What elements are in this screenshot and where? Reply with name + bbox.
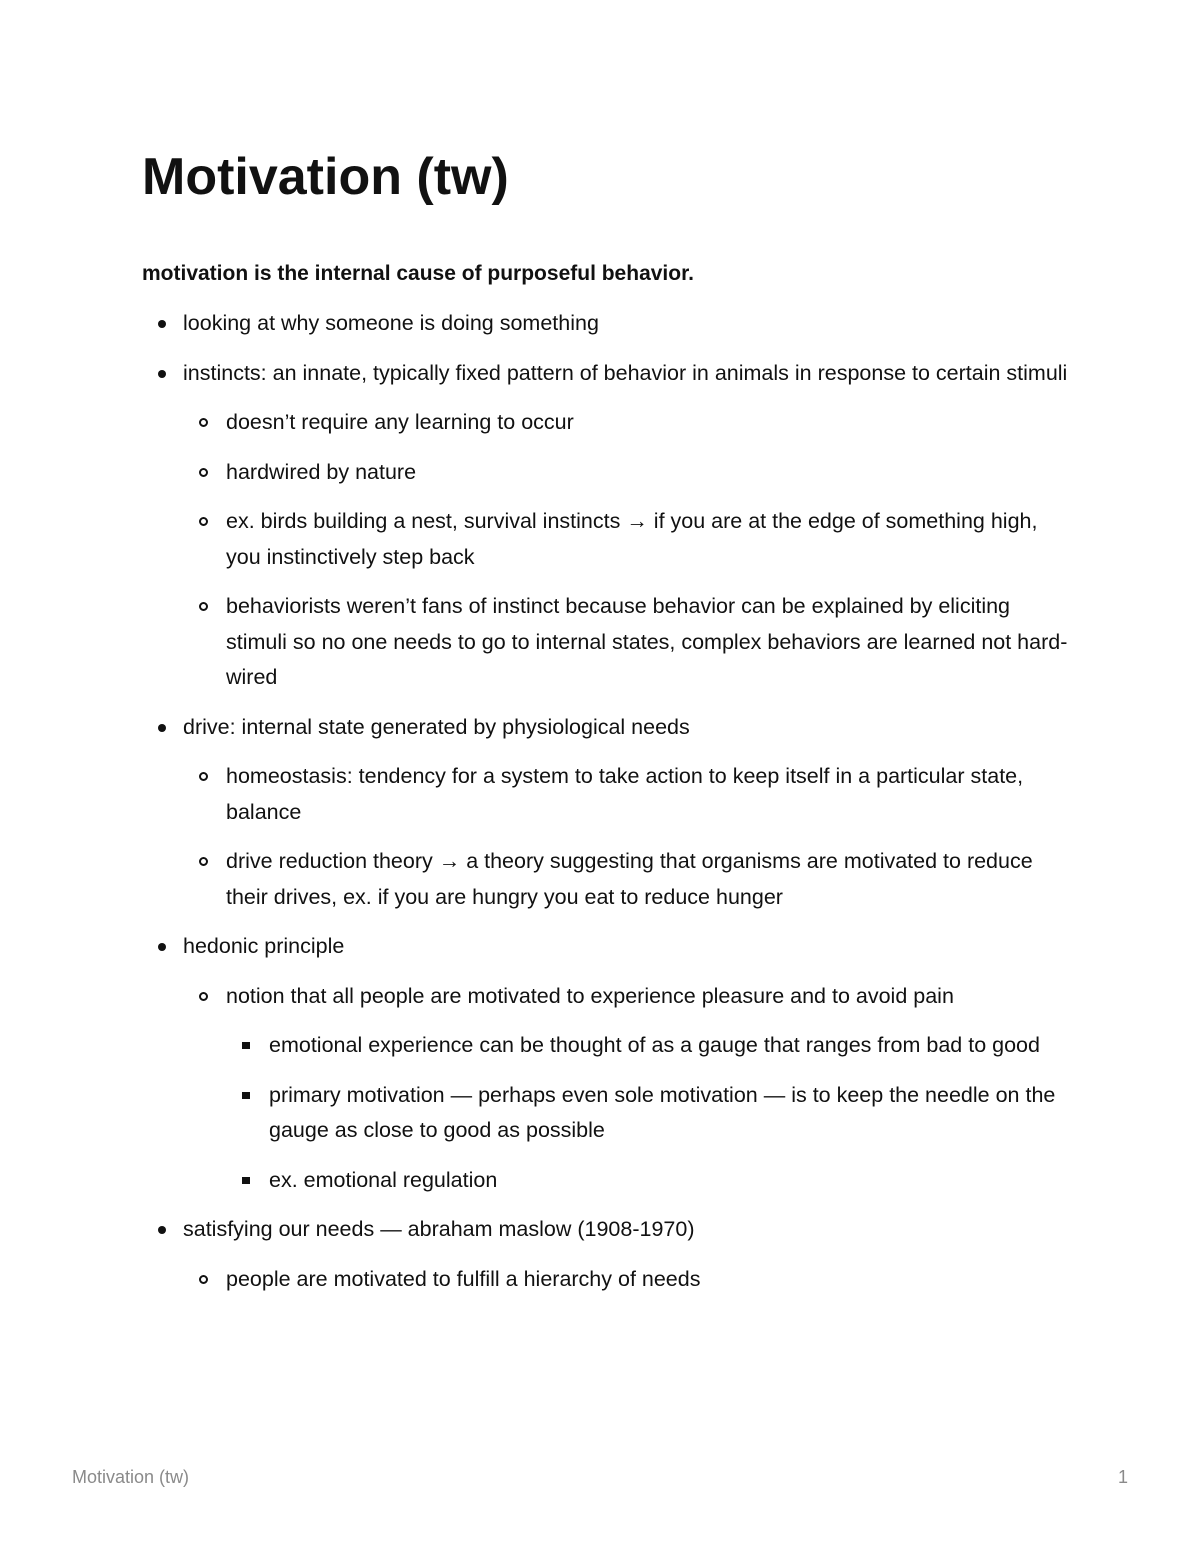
sub-sub-list (226, 1028, 1072, 1198)
bullet-disc-icon (158, 1226, 166, 1234)
sub-list-item (183, 759, 1072, 830)
sub-list-item (183, 504, 1072, 575)
sub-list-item (183, 589, 1072, 696)
list-item-text: looking at why someone is doing something (183, 311, 599, 335)
sub-list (183, 979, 1072, 1199)
bullet-circle-icon (199, 1275, 208, 1284)
sub-list-item-text: ex. birds building a nest, survival instincts → if you are at the edge of something high, you instinctively step back (226, 509, 1038, 569)
bullet-circle-icon (199, 602, 208, 611)
bullet-circle-icon (199, 517, 208, 526)
sub-list-item (183, 405, 1072, 441)
bullet-circle-icon (199, 857, 208, 866)
sub-sub-list-item-text: ex. emotional regulation (269, 1167, 498, 1192)
sub-list-item (183, 1262, 1072, 1298)
sub-list-item-text: behaviorists weren’t fans of instinct because behavior can be explained by eliciting stimuli so no one needs to go to internal states, complex behaviors are learned not hard-wired (226, 594, 1068, 689)
bullet-disc-icon (158, 320, 166, 328)
bullet-circle-icon (199, 992, 208, 1001)
sub-list (183, 759, 1072, 915)
lead-statement: motivation is the internal cause of purposeful behavior. (142, 262, 694, 285)
footer-title: Motivation (tw) (72, 1467, 190, 1487)
bullet-disc-icon (158, 370, 166, 378)
list-item (142, 306, 1072, 342)
bullet-disc-icon (158, 943, 166, 951)
sub-list (183, 1262, 1072, 1298)
list-item-text: instincts: an innate, typically fixed pattern of behavior in animals in response to certain stimuli (183, 360, 1068, 385)
notes-outline (142, 306, 1072, 1311)
bullet-square-icon (242, 1177, 250, 1184)
sub-list-item (183, 979, 1072, 1199)
list-item (142, 356, 1072, 696)
sub-list-item-text: notion that all people are motivated to experience pleasure and to avoid pain (226, 983, 954, 1008)
bullet-list (142, 306, 1072, 1297)
sub-list-item-text: homeostasis: tendency for a system to take action to keep itself in a particular state, balance (226, 764, 1024, 824)
bullet-circle-icon (199, 418, 208, 427)
bullet-square-icon (242, 1042, 250, 1049)
list-item (142, 929, 1072, 1198)
bullet-circle-icon (199, 468, 208, 477)
bullet-square-icon (242, 1092, 250, 1099)
list-item-text: satisfying our needs — abraham maslow (1908-1970) (183, 1217, 695, 1241)
sub-list (183, 405, 1072, 696)
sub-list-item (183, 844, 1072, 915)
list-item-text: drive: internal state generated by physiological needs (183, 714, 690, 739)
sub-sub-list-item-text: emotional experience can be thought of as a gauge that ranges from bad to good (269, 1033, 1040, 1057)
page-title: Motivation (tw) (142, 148, 509, 206)
footer-page-number: 1 (1117, 1467, 1128, 1487)
sub-sub-list-item (226, 1163, 1072, 1199)
sub-list-item-text: hardwired by nature (226, 459, 417, 484)
sub-sub-list-item-text: primary motivation — perhaps even sole motivation — is to keep the needle on the gauge as close to good as possible (269, 1082, 1056, 1142)
sub-list-item-text: people are motivated to fulfill a hierarchy of needs (226, 1266, 701, 1291)
bullet-disc-icon (158, 724, 166, 732)
list-item (142, 710, 1072, 916)
sub-list-item-text: drive reduction theory → a theory suggesting that organisms are motivated to reduce their drives, ex. if you are hungry you eat to reduce hunger (226, 849, 1033, 909)
sub-list-item (183, 455, 1072, 491)
sub-list-item-text: doesn’t require any learning to occur (226, 410, 574, 434)
list-item-text: hedonic principle (183, 934, 345, 958)
list-item (142, 1212, 1072, 1297)
sub-sub-list-item (226, 1028, 1072, 1064)
sub-sub-list-item (226, 1078, 1072, 1149)
bullet-circle-icon (199, 772, 208, 781)
